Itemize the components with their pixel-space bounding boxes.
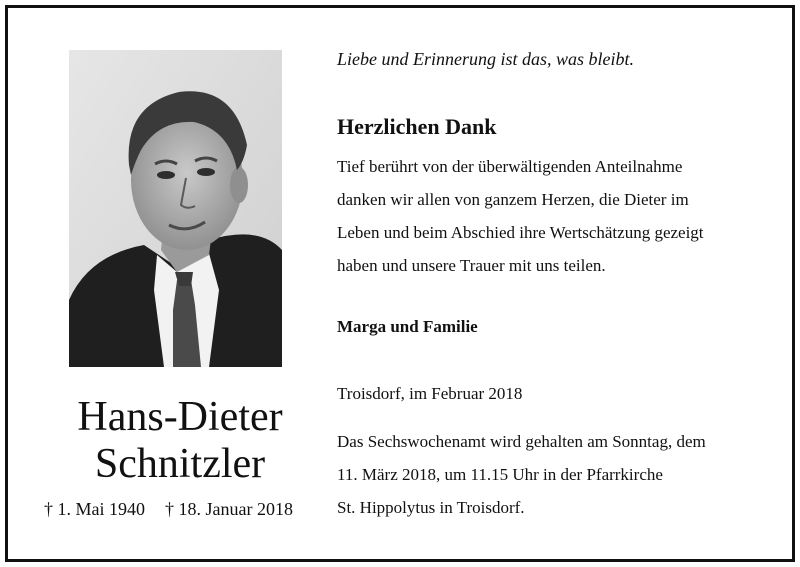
thank-you-message [337,150,745,282]
deceased-last-name: Schnitzler [94,441,266,487]
motto: Liebe und Erinnerung ist das, was bleibt. [337,49,634,69]
service-line: 11. März 2018, um 11.15 Uhr in der Pfarrkirche [337,465,663,484]
place-date: Troisdorf, im Februar 2018 [337,384,523,403]
signature: Marga und Familie [337,317,478,336]
message-line: haben und unsere Trauer mit uns teilen. [337,256,606,275]
message-line: danken wir allen von ganzem Herzen, die Dieter im [337,190,689,209]
deceased-first-name: Hans-Dieter [77,394,283,440]
portrait-illustration [69,50,282,367]
service-line: Das Sechswochenamt wird gehalten am Sonntag, dem [337,432,706,451]
service-announcement [337,425,757,524]
heading: Herzlichen Dank [337,114,497,139]
message-line: Leben und beim Abschied ihre Wertschätzung gezeigt [337,223,704,242]
service-line: St. Hippolytus in Troisdorf. [337,498,525,517]
death-date: † 18. Januar 2018 [165,499,293,519]
message-line: Tief berührt von der überwältigenden Anteilnahme [337,157,683,176]
birth-date: † 1. Mai 1940 [44,499,145,519]
portrait-photo [69,50,282,367]
